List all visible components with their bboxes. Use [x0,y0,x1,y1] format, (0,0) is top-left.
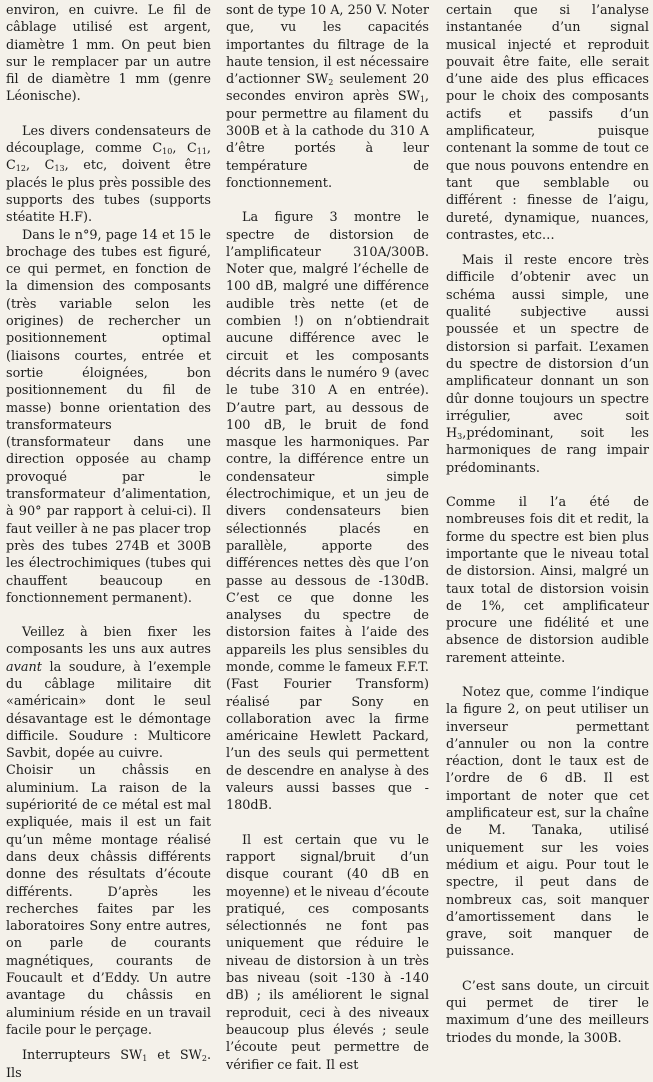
paragraph: Dans le n°9, page 14 et 15 le brochage des tubes est figuré, ce qui permet, en fonction de la dimension des composants (très variable selon les origines) de rechercher un positionnement optimal (liaisons courtes, entrée et sortie éloignées, bon positionnement du fil de masse) bonne orientation des transformateurs (transformateur dans une direction opposée au champ provoqué par le transformateur d’alimentation, à 90° par rapport à celui-ci). Il faut veiller à ne pas placer trop près des tubes 274B et 300B les électrochimiques (tubes qui chauffent beaucoup en fonctionnement permanent). [6,227,211,606]
paragraph: C’est sans doute, un circuit qui permet de tirer le maximum d’une des meilleurs triodes du monde, la 300B. [446,978,649,1046]
paragraph: sont de type 10 A, 250 V. Noter que, vu les capacités importantes du filtrage de la haute tension, il est nécessaire d’actionner $SW_2$ seulement 20 secondes environ après $SW_1$, pour permettre au filament du 300B et à la cathode du 310 A d’être portés à leur température de fonctionnement. [226,3,429,191]
text-column-2 [226,2,429,1074]
paragraph: Il est certain que vu le rapport signal/bruit d’un disque courant (40 dB en moyenne) et le niveau d’écoute pratiqué, ces composants sélectionnés ne font pas uniquement que réduire le niveau de distorsion à un très bas niveau (soit -130 à -140 dB) ; ils améliorent le signal reproduit, ceci à des niveaux beaucoup plus élevés ; seule l’écoute peut permettre de vérifier ce fait. Il est [226,832,430,1073]
paragraph: Comme il l’a été de nombreuses fois dit et redit, la forme du spectre est bien plus importante que le niveau total de distorsion. Ainsi, malgré un taux total de distorsion voisin de 1%, cet amplificateur procure une fidélité et une absence de distorsion audible rarement atteinte. [446,495,649,666]
paragraph: environ, en cuivre. Le fil de câblage utilisé est argent, diamètre 1 mm. On peut bien sur le remplacer par un autre fil de diamètre 1 mm (genre Léonische). [6,3,211,105]
paragraph: La figure 3 montre le spectre de distorsion de l’amplificateur 310A/300B. Noter que, malgré l’échelle de 100 dB, malgré une différence audible très nette (et de combien !) on n’obtiendrait aucune différence avec le circuit et les composants décrits dans le numéro 9 (avec le tube 310 A en entrée). D’autre part, au dessous de 100 dB, le bruit de fond masque les harmoniques. Par contre, la différence entre un condensateur simple électrochimique, et un jeu de divers condensateurs bien sélectionnés placés en parallèle, apporte des différences nettes dès que l’on passe au dessous de -130dB. C’est ce que donne les analyses du spectre de distorsion faites à l’aide des appareils les plus sensibles du monde, comme le fameux F.F.T. (Fast Fourier Transform) réalisé par Sony en collaboration avec la firme américaine Hewlett Packard, l’un des seuls qui permettent de descendre en analyse à des valeurs aussi basses que - 180dB. [226,210,429,814]
paragraph: Notez que, comme l’indique la figure 2, on peut utiliser un inverseur permettant d’annuler ou non la contre réaction, dont le taux est de l’ordre de 6 dB. Il est important de noter que cet amplificateur est, sur la chaîne de M. Tanaka, utilisé uniquement sur les voies médium et aigu. Pour tout le spectre, il peut dans de nombreux cas, soit manquer d’amortissement dans le grave, soit manquer de puissance. [446,684,649,960]
paragraph: Interrupteurs $SW_1$ et $SW_2$. Ils [6,1048,212,1081]
paragraph: certain que si l’analyse instantanée d’un signal musical injecté et reproduit pouvait être faite, elle serait d’une aide des plus efficaces pour le choix des composants actifs et passifs d’un amplificateur, puisque contenant la somme de tout ce que nous pouvons entendre en tant que semblable ou différent : finesse de l’aigu, dureté, dynamique, nuances, contrastes, etc… [446,3,649,243]
text-column-3 [446,2,649,1047]
text-column-1 [6,2,211,1082]
paragraph: Veillez à bien fixer les composants les uns aux autres avant la soudure, à l’exemple du câblage militaire dit «américain» dont le seul désavantage est le démontage difficile. Soudure : Multicore Savbit, dopée au cuivre. [6,625,211,762]
paragraph: Les divers condensateurs de découplage, comme $C_{10}$, $C_{11}$, $C_{12}$, $C_{13}$, etc, doivent être placés le plus près possible des supports des tubes (supports stéatite H.F). [6,123,211,226]
paragraph: Mais il reste encore très difficile d’obtenir avec un schéma aussi simple, une qualité subjective aussi poussée et un spectre de distorsion si parfait. L’examen du spectre de distorsion d’un amplificateur donnant un son dûr donne toujours un spectre irrégulier, avec soit $H_3,prédominant$, soit les harmoniques de rang impair prédominants. [446,253,649,476]
paragraph: Choisir un châssis en aluminium. La raison de la supériorité de ce métal est mal expliquée, mais il est un fait qu’un même montage réalisé dans deux châssis différents donne des résultats d’écoute différents. D’après les recherches faites par les laboratoires Sony entre autres, on parle de courants magnétiques, courants de Foucault et d’Eddy. Un autre avantage du châssis en aluminium réside en un travail facile pour le perçage. [6,763,211,1038]
